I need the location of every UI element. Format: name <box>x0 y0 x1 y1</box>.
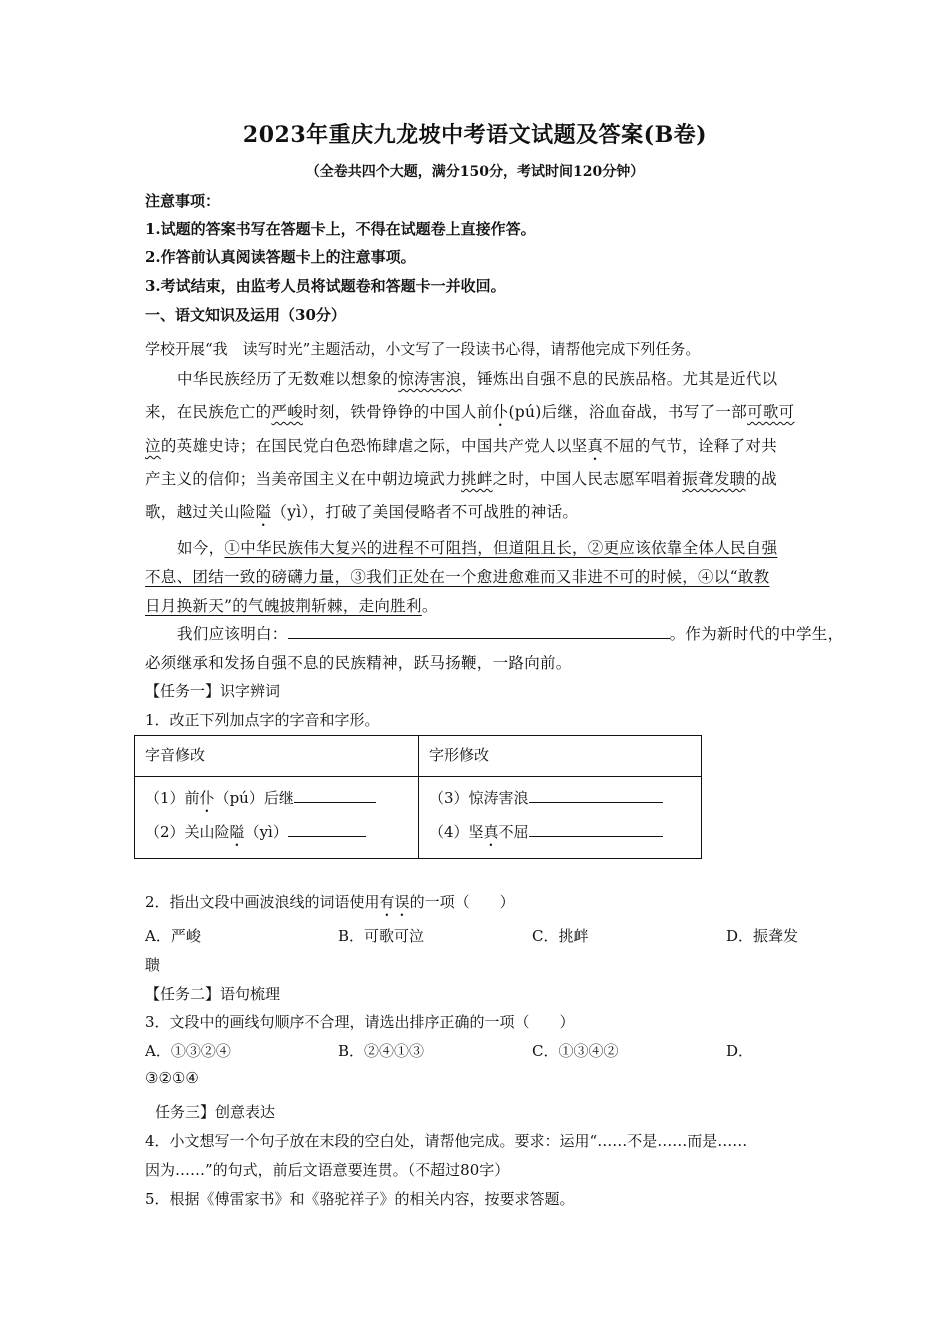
q3-option-a[interactable]: A．①③②④ <box>145 1042 231 1060</box>
underlined-sentence-1: ①中华民族伟大复兴的进程不可阻挡，但道阻且长，②更应该依靠全体人民自强 <box>224 539 778 557</box>
task1-heading: 【任务一】识字辨词 <box>145 682 281 700</box>
q3-option-d-wrap: ③②①④ <box>145 1069 199 1087</box>
underlined-sentence-3: 日月换新天”的气魄披荆斩棘，走向胜利 <box>145 597 422 615</box>
question-3: 3．文段中的画线句顺序不合理，请选出排序正确的一项（ ） <box>145 1013 575 1031</box>
question-2: 2．指出文段中画波浪线的词语使用有误的一项（ ） <box>145 893 515 911</box>
table-item-2: （2）关山险隘（yì） <box>145 821 418 850</box>
wavy-word-yanjun: 严峻 <box>271 403 304 421</box>
passage-p2-line-1: 如今，①中华民族伟大复兴的进程不可阻挡，但道阻且长，②更应该依靠全体人民自强 <box>177 539 778 557</box>
passage-line-2: 来，在民族危亡的严峻时刻，铁骨铮铮的中国人前仆(pú)后继，浴血奋战，书写了一部可歌可 <box>145 403 795 421</box>
passage-line-3: 泣的英雄史诗；在国民党白色恐怖肆虐之际，中国共产党人以坚真不屈的气节，诠释了对共 <box>145 437 778 455</box>
passage-line-5: 歌，越过关山险隘（yì），打破了美国侵略者不可战胜的神话。 <box>145 503 579 521</box>
dotted-word-youwu: 有误 <box>379 893 410 911</box>
table-header-sound: 字音修改 <box>135 736 419 777</box>
passage-line-1: 中华民族经历了无数难以想象的惊涛害浪，锤炼出自强不息的民族品格。尤其是近代以 <box>177 370 778 388</box>
dotted-char-zhen: 真 <box>587 437 604 455</box>
task2-heading: 【任务二】语句梳理 <box>145 985 281 1003</box>
wavy-word-kege: 可歌可 <box>747 403 795 421</box>
answer-blank[interactable] <box>294 788 376 803</box>
page-title: 2023年重庆九龙坡中考语文试题及答案(B卷) <box>242 122 708 148</box>
notice-heading: 注意事项： <box>145 192 221 210</box>
underlined-sentence-2: 不息、团结一致的磅礴力量，③我们正处在一个愈进愈难而又非进不可的时候，④以“敢教 <box>145 568 770 586</box>
answer-blank[interactable] <box>529 822 663 837</box>
q3-option-b[interactable]: B．②④①③ <box>338 1042 425 1060</box>
passage-line-4: 产主义的信仰；当美帝国主义在中朝边境武力挑衅之时，中国人民志愿军唱着振聋发聩的战 <box>145 470 778 488</box>
question-1: 1．改正下列加点字的字音和字形。 <box>145 711 380 729</box>
task3-heading: 任务三】创意表达 <box>155 1103 276 1121</box>
q3-option-d[interactable]: D． <box>726 1042 754 1060</box>
q2-option-d[interactable]: D．振聋发 <box>726 927 799 945</box>
answer-blank <box>288 624 670 639</box>
notice-item-1: 1.试题的答案书写在答题卡上，不得在试题卷上直接作答。 <box>145 220 536 238</box>
passage-p2-line-2 <box>145 565 769 587</box>
table-header-shape: 字形修改 <box>419 736 702 777</box>
q2-option-c[interactable]: C．挑衅 <box>532 927 589 945</box>
dotted-char-ai: 隘 <box>255 503 272 521</box>
question-4-line-1: 4．小文想写一个句子放在末段的空白处，请帮他完成。要求：运用“……不是……而是…… <box>145 1132 748 1150</box>
correction-table <box>134 735 702 859</box>
q2-option-a[interactable]: A．严峻 <box>145 927 201 945</box>
q2-option-b[interactable]: B．可歌可泣 <box>338 927 425 945</box>
question-5: 5．根据《傅雷家书》和《骆驼祥子》的相关内容，按要求答题。 <box>145 1190 575 1208</box>
question-4-line-2: 因为……”的句式，前后文语意要连贯。（不超过80字） <box>145 1161 510 1179</box>
page-subtitle: （全卷共四个大题，满分150分，考试时间120分钟） <box>305 164 645 180</box>
notice-item-3: 3.考试结束，由监考人员将试题卷和答题卡一并收回。 <box>145 277 506 295</box>
dotted-char-pu: 仆 <box>492 403 509 421</box>
q2-option-d-wrap: 聩 <box>145 956 161 974</box>
answer-blank[interactable] <box>529 788 663 803</box>
wavy-word-tiaoxin: 挑衅 <box>461 470 493 488</box>
passage-p3-line-2: 必须继承和发扬自强不息的民族精神，跃马扬鞭，一路向前。 <box>145 654 572 672</box>
section-intro: 学校开展“我 读写时光”主题活动，小文写了一段读书心得，请帮他完成下列任务。 <box>145 340 701 358</box>
passage-p2-line-3: 日月换新天”的气魄披荆斩棘，走向胜利。 <box>145 597 438 615</box>
section-heading: 一、语文知识及运用（30分） <box>145 306 346 324</box>
table-item-1: （1）前仆（pú）后继 <box>145 787 418 821</box>
table-item-3: （3）惊涛害浪 <box>429 787 701 821</box>
table-cell-sound <box>135 777 419 859</box>
passage-p3-line-1: 我们应该明白： 。作为新时代的中学生， <box>177 625 844 643</box>
answer-blank[interactable] <box>288 822 366 837</box>
notice-item-2: 2.作答前认真阅读答题卡上的注意事项。 <box>145 248 416 266</box>
table-item-4: （4）坚真不屈 <box>429 821 701 850</box>
q3-option-c[interactable]: C．①③④② <box>532 1042 619 1060</box>
table-cell-shape <box>419 777 702 859</box>
wavy-word-jingtao: 惊涛害浪 <box>398 370 462 388</box>
wavy-word-zhenlong: 振聋发聩 <box>682 470 746 488</box>
